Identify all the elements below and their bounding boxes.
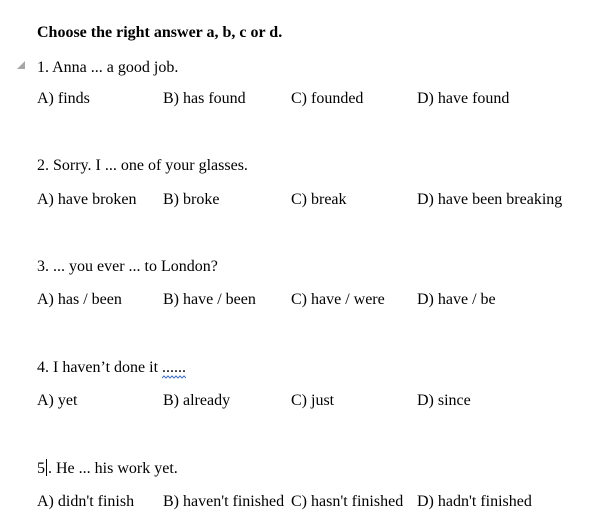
question-number: 4. — [37, 359, 49, 376]
question-5 — [37, 459, 178, 478]
option-a: A) has / been — [37, 291, 122, 308]
spellcheck-underline — [162, 359, 186, 377]
question-number: 5 — [37, 460, 45, 477]
option-b: B) haven't finished — [163, 493, 285, 510]
question-blank: ...... — [162, 359, 187, 376]
question-4 — [37, 359, 186, 377]
option-c: C) founded — [291, 90, 364, 107]
option-a: A) finds — [37, 90, 90, 107]
instructions-heading: Choose the right answer a, b, c or d. — [37, 24, 283, 41]
option-d: D) have / be — [417, 291, 496, 308]
option-c: C) break — [291, 191, 347, 208]
question-text: Sorry. I ... one of your glasses. — [53, 157, 248, 174]
option-a: A) yet — [37, 392, 78, 409]
question-3 — [37, 258, 218, 276]
option-a: A) have broken — [37, 191, 137, 208]
squiggle-underline-icon — [162, 375, 186, 379]
question-number: 1. — [37, 59, 49, 76]
question-text: ... you ever ... to London? — [53, 258, 218, 275]
option-c: C) just — [291, 392, 335, 409]
option-c: C) hasn't finished — [291, 493, 404, 510]
option-b: B) have / been — [163, 291, 256, 308]
text-cursor — [46, 459, 47, 476]
question-number: 2. — [37, 157, 49, 174]
option-d: D) since — [417, 392, 471, 409]
option-d: D) have found — [417, 90, 510, 107]
option-a: A) didn't finish — [37, 493, 135, 510]
question-text: Anna ... a good job. — [52, 59, 179, 76]
question-number-suffix: . — [48, 460, 52, 477]
option-d: D) have been breaking — [417, 191, 563, 208]
question-text: I haven’t done it — [53, 359, 159, 376]
option-b: B) has found — [163, 90, 246, 107]
question-1 — [37, 59, 178, 77]
question-number: 3. — [37, 258, 49, 275]
option-c: C) have / were — [291, 291, 385, 308]
paragraph-marker-icon — [17, 61, 25, 69]
option-b: B) already — [163, 392, 231, 409]
option-b: B) broke — [163, 191, 220, 208]
option-d: D) hadn't finished — [417, 493, 532, 510]
question-2 — [37, 157, 248, 175]
question-text: He ... his work yet. — [56, 460, 178, 477]
